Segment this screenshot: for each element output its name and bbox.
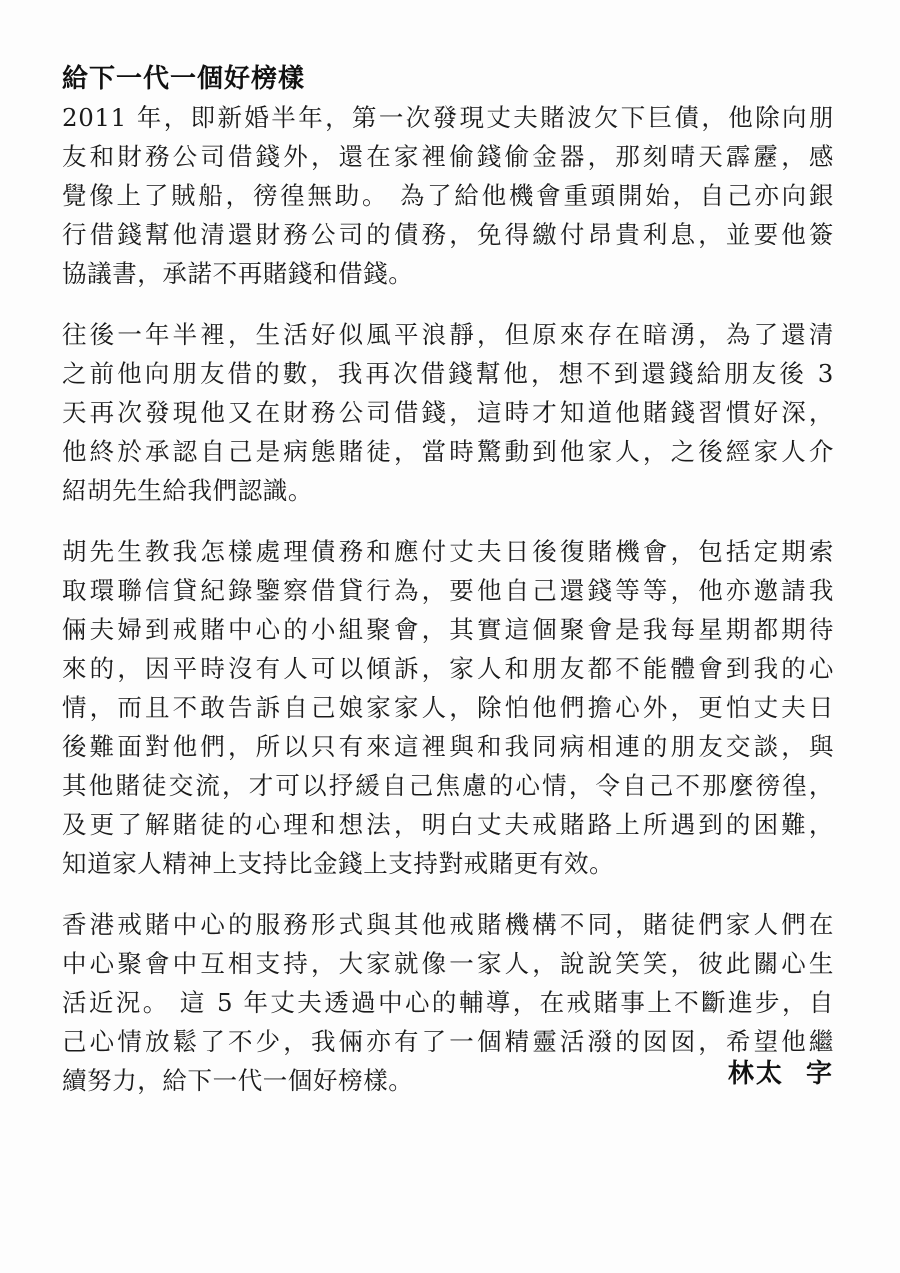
paragraph-3 [62, 532, 834, 883]
text-line: 胡先生教我怎樣處理債務和應付丈夫日後復賭機會，包括定期索 [62, 537, 834, 566]
text-line: 之前他向朋友借的數，我再次借錢幫他，想不到還錢給朋友後 3 [62, 359, 834, 388]
text-line: 香港戒賭中心的服務形式與其他戒賭機構不同，賭徒們家人們在 [62, 910, 834, 939]
text-line: 友和財務公司借錢外，還在家裡偷錢偷金器，那刻晴天霹靂，感 [62, 142, 834, 171]
text-line: 知道家人精神上支持比金錢上支持對戒賭更有效。 [62, 849, 615, 878]
text-line: 取環聯信貸紀錄鑒察借貸行為，要他自己還錢等等，他亦邀請我 [62, 576, 834, 605]
text-line: 續努力，給下一代一個好榜樣。 [62, 1066, 414, 1095]
text-line: 倆夫婦到戒賭中心的小組聚會，其實這個聚會是我每星期都期待 [62, 615, 834, 644]
document-title: 給下一代一個好榜樣 [62, 64, 306, 94]
text-line: 己心情放鬆了不少，我倆亦有了一個精靈活潑的囡囡，希望他繼 [62, 1027, 834, 1056]
text-line: 及更了解賭徒的心理和想法，明白丈夫戒賭路上所遇到的困難， [62, 810, 834, 839]
text-line: 中心聚會中互相支持，大家就像一家人，說說笑笑，彼此關心生 [62, 949, 834, 978]
text-line: 覺像上了賊船，徬徨無助。 為了給他機會重頭開始，自己亦向銀 [62, 181, 834, 210]
text-line: 活近況。 這 5 年丈夫透過中心的輔導，在戒賭事上不斷進步，自 [62, 988, 834, 1017]
signature: 林太 字 [727, 1059, 834, 1089]
text-line: 來的，因平時沒有人可以傾訴，家人和朋友都不能體會到我的心 [62, 654, 834, 683]
text-line: 其他賭徒交流，才可以抒緩自己焦慮的心情，令自己不那麼徬徨， [62, 771, 834, 800]
text-line: 行借錢幫他清還財務公司的債務，免得繳付昂貴利息，並要他簽 [62, 220, 834, 249]
text-line: 後難面對他們，所以只有來這裡與和我同病相連的朋友交談，與 [62, 732, 834, 761]
document-body [62, 98, 834, 1122]
paragraph-1 [62, 98, 834, 293]
text-line: 往後一年半裡，生活好似風平浪靜，但原來存在暗湧，為了還清 [62, 320, 834, 349]
text-line: 天再次發現他又在財務公司借錢，這時才知道他賭錢習慣好深， [62, 398, 834, 427]
text-line: 協議書，承諾不再賭錢和借錢。 [62, 259, 414, 288]
paragraph-4 [62, 905, 834, 1100]
text-line: 他終於承認自己是病態賭徒，當時驚動到他家人，之後經家人介 [62, 437, 834, 466]
text-line: 情，而且不敢告訴自己娘家家人，除怕他們擔心外，更怕丈夫日 [62, 693, 834, 722]
text-line: 紹胡先生給我們認識。 [62, 476, 313, 505]
text-line: 2011 年，即新婚半年，第一次發現丈夫賭波欠下巨債，他除向朋 [62, 103, 834, 132]
paragraph-2 [62, 315, 834, 510]
